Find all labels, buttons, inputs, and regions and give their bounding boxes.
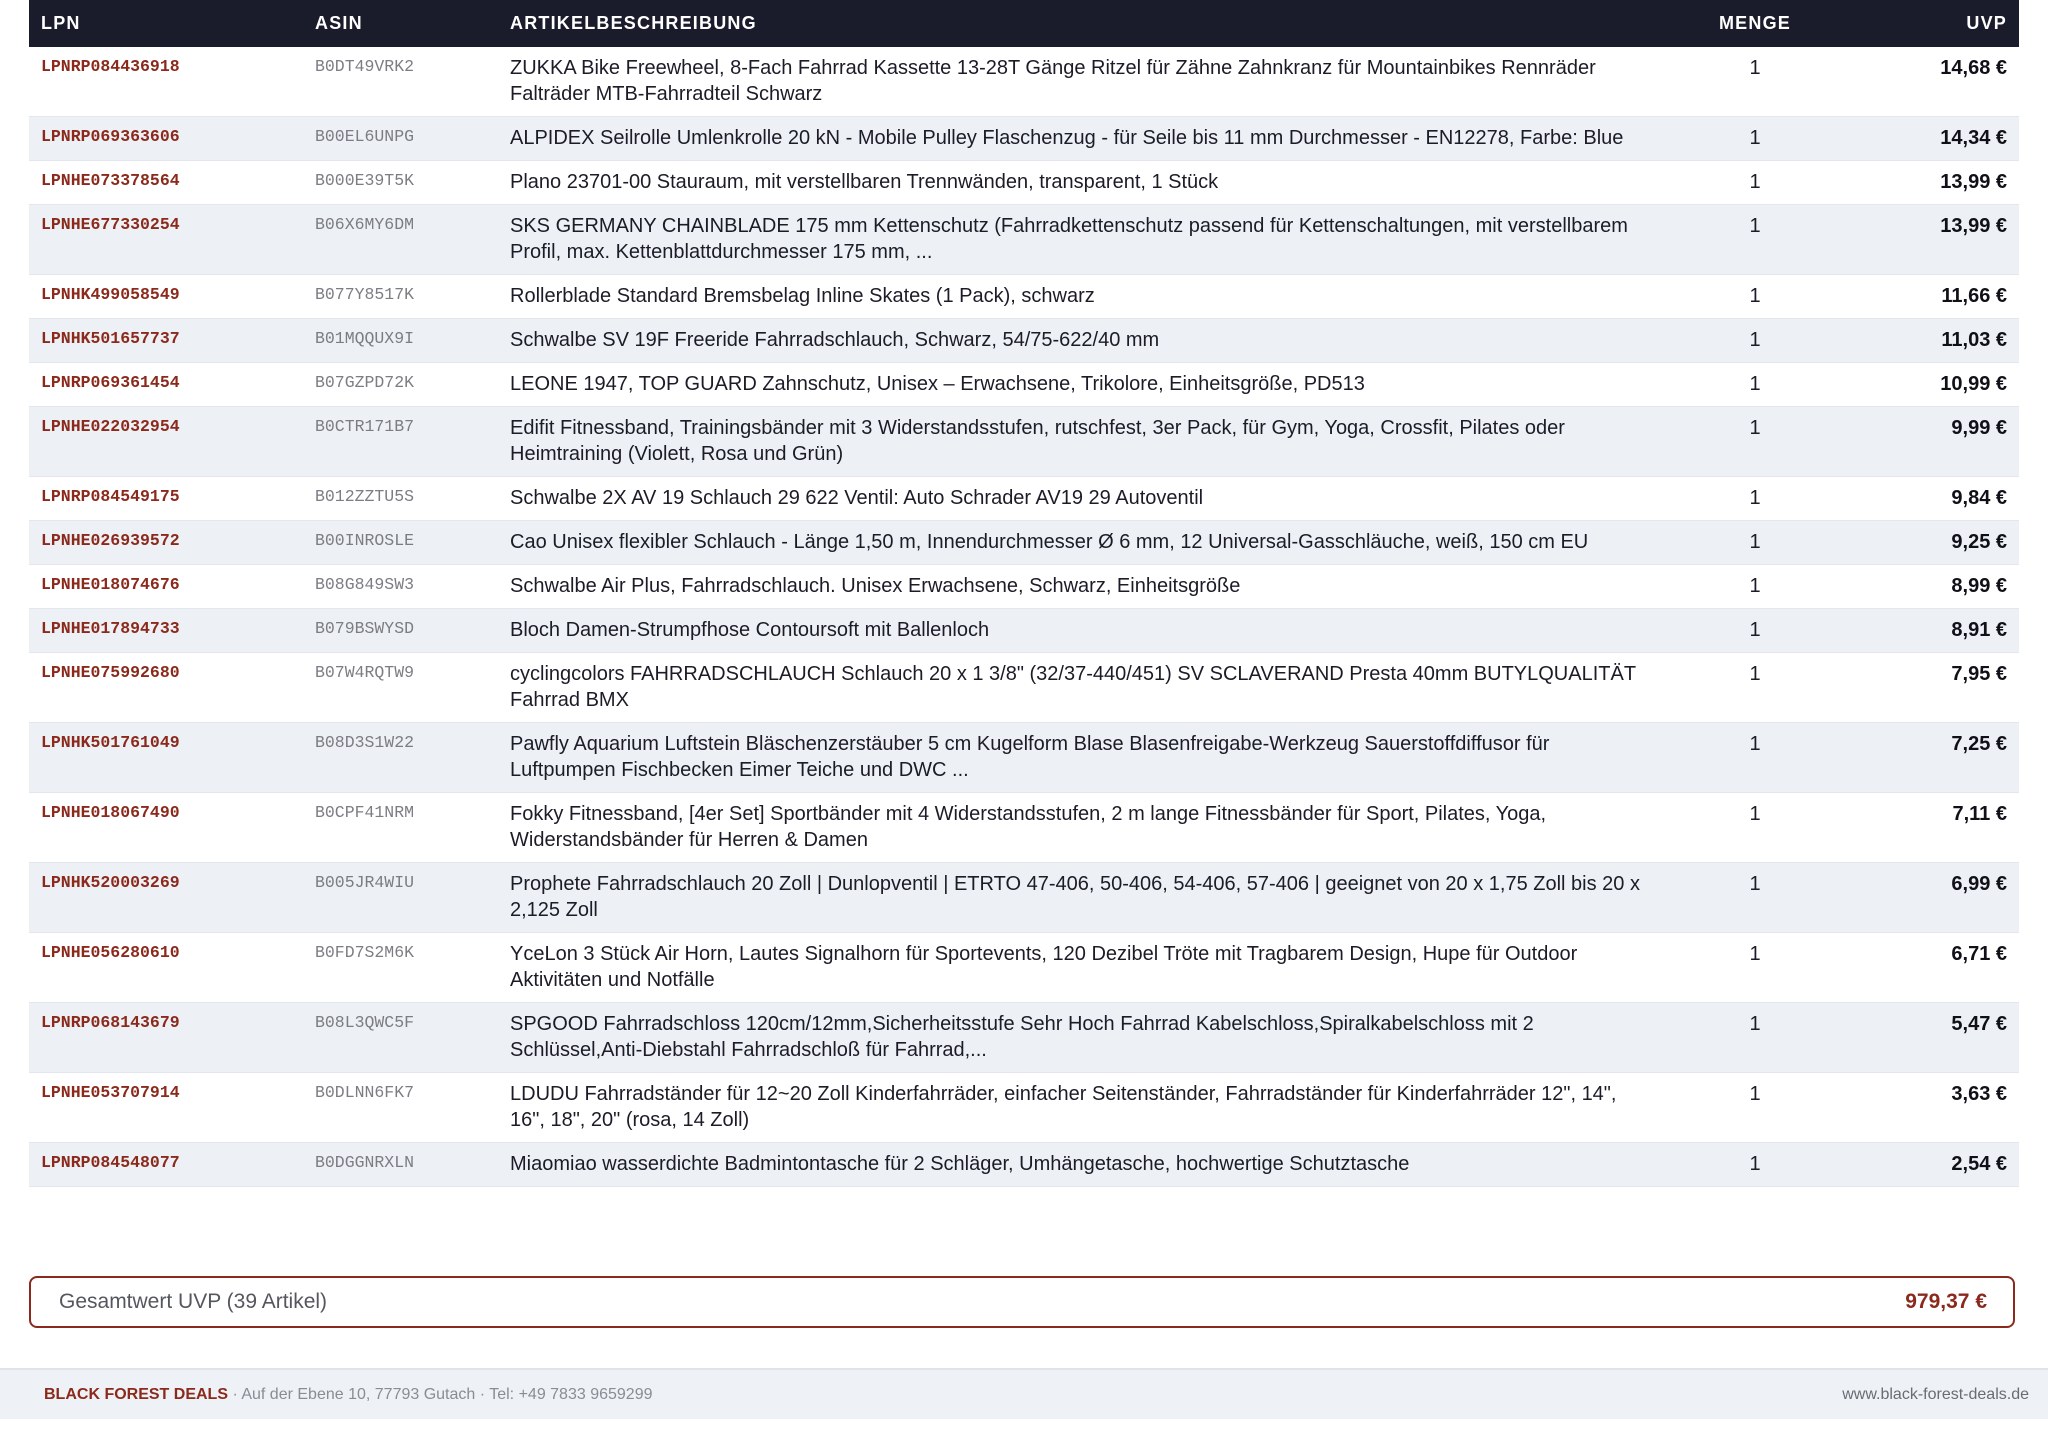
asin-cell: B08G849SW3 (315, 575, 415, 594)
lpn-cell: LPNHE017894733 (41, 619, 180, 638)
quantity-cell: 1 (1749, 57, 1761, 79)
price-cell: 7,11 € (1952, 803, 2007, 825)
lpn-cell: LPNHE022032954 (41, 417, 180, 436)
lpn-cell: LPNHE073378564 (41, 171, 180, 190)
quantity-cell: 1 (1749, 619, 1761, 641)
description-cell: Rollerblade Standard Bremsbelag Inline Skates (1 Pack), schwarz (510, 285, 1095, 307)
description-cell: Bloch Damen-Strumpfhose Contoursoft mit Ballenloch (510, 619, 990, 641)
table-row (29, 117, 2019, 161)
asin-cell: B077Y8517K (315, 285, 415, 304)
price-cell: 13,99 € (1940, 171, 2007, 193)
article-table (29, 0, 2019, 1187)
quantity-cell: 1 (1749, 285, 1761, 307)
price-cell: 7,25 € (1951, 733, 2007, 755)
asin-cell: B00INROSLE (315, 531, 415, 550)
quantity-cell: 1 (1749, 417, 1761, 439)
description-cell: SKS GERMANY CHAINBLADE 175 mm Kettenschutz (Fahrradkettenschutz passend für Kettenschaltungen, mit verstellbarem Profil, max. Kettenblattdurchmesser 175 mm, ... (510, 215, 1628, 263)
asin-cell: B08L3QWC5F (315, 1013, 415, 1032)
asin-cell: B01MQQUX9I (315, 329, 415, 348)
quantity-cell: 1 (1749, 1153, 1761, 1175)
table-header-row (29, 0, 2019, 47)
lpn-cell: LPNHE677330254 (41, 215, 180, 234)
price-cell: 11,03 € (1941, 329, 2007, 351)
page-footer (0, 1368, 2048, 1419)
lpn-cell: LPNRP084436918 (41, 57, 180, 76)
footer-company-name: BLACK FOREST DEALS (44, 1385, 228, 1403)
lpn-cell: LPNHE075992680 (41, 663, 180, 682)
description-cell: Prophete Fahrradschlauch 20 Zoll | Dunlopventil | ETRTO 47-406, 50-406, 54-406, 57-406 | geeignet von 20 x 1,75 Zoll bis 20 x 2,125 Zoll (510, 873, 1640, 921)
asin-cell: B08D3S1W22 (315, 733, 415, 752)
asin-cell: B07GZPD72K (315, 373, 415, 392)
quantity-cell: 1 (1749, 487, 1761, 509)
asin-cell: B000E39T5K (315, 171, 415, 190)
description-cell: Pawfly Aquarium Luftstein Bläschenzerstäuber 5 cm Kugelform Blase Blasenfreigabe-Werkzeug Sauerstoffdiffusor für Luftpumpen Fischbecken Eimer Teiche und DWC ... (510, 733, 1550, 781)
quantity-cell: 1 (1749, 1083, 1761, 1105)
quantity-cell: 1 (1749, 663, 1761, 685)
price-cell: 9,84 € (1951, 487, 2007, 509)
quantity-cell: 1 (1749, 171, 1761, 193)
table-row (29, 161, 2019, 205)
asin-cell: B0FD7S2M6K (315, 943, 415, 962)
asin-cell: B0DLNN6FK7 (315, 1083, 415, 1102)
price-cell: 8,91 € (1951, 619, 2007, 641)
asin-cell: B012ZZTU5S (315, 487, 415, 506)
description-cell: cyclingcolors FAHRRADSCHLAUCH Schlauch 20 x 1 3/8" (32/37-440/451) SV SCLAVERAND Presta 40mm BUTYLQUALITÄT Fahrrad BMX (510, 663, 1636, 711)
asin-cell: B0DGGNRXLN (315, 1153, 415, 1172)
asin-cell: B079BSWYSD (315, 619, 415, 638)
lpn-cell: LPNHK499058549 (41, 285, 180, 304)
quantity-cell: 1 (1749, 531, 1761, 553)
description-cell: YceLon 3 Stück Air Horn, Lautes Signalhorn für Sportevents, 120 Dezibel Tröte mit Tragbarem Design, Hupe für Outdoor Aktivitäten und Notfälle (510, 943, 1578, 991)
table-row (29, 407, 2019, 477)
quantity-cell: 1 (1749, 873, 1761, 895)
description-cell: Edifit Fitnessband, Trainingsbänder mit 3 Widerstandsstufen, rutschfest, 3er Pack, für Gym, Yoga, Crossfit, Pilates oder Heimtraining (Violett, Rosa und Grün) (510, 417, 1565, 465)
asin-cell: B005JR4WIU (315, 873, 415, 892)
article-table-container (29, 0, 2019, 1187)
table-row (29, 319, 2019, 363)
lpn-cell: LPNHK501657737 (41, 329, 180, 348)
table-row (29, 363, 2019, 407)
quantity-cell: 1 (1749, 943, 1761, 965)
table-row (29, 933, 2019, 1003)
price-cell: 3,63 € (1951, 1083, 2007, 1105)
lpn-cell: LPNHK501761049 (41, 733, 180, 752)
asin-cell: B07W4RQTW9 (315, 663, 415, 682)
lpn-cell: LPNRP068143679 (41, 1013, 180, 1032)
table-body (29, 47, 2019, 1187)
price-cell: 11,66 € (1941, 285, 2007, 307)
table-row (29, 521, 2019, 565)
lpn-cell: LPNRP084548077 (41, 1153, 180, 1172)
price-cell: 6,71 € (1951, 943, 2007, 965)
total-summary-box (29, 1276, 2015, 1328)
description-cell: LDUDU Fahrradständer für 12~20 Zoll Kinderfahrräder, einfacher Seitenständer, Fahrradständer für Kinderfahrräder 12", 14", 16", 18", 20" (rosa, 14 Zoll) (510, 1083, 1617, 1131)
price-cell: 6,99 € (1951, 873, 2007, 895)
description-cell: Cao Unisex flexibler Schlauch - Länge 1,50 m, Innendurchmesser Ø 6 mm, 12 Universal-Gasschläuche, weiß, 150 cm EU (510, 531, 1589, 553)
table-row (29, 275, 2019, 319)
table-row (29, 863, 2019, 933)
quantity-cell: 1 (1749, 803, 1761, 825)
lpn-cell: LPNHE056280610 (41, 943, 180, 962)
asin-cell: B06X6MY6DM (315, 215, 415, 234)
lpn-cell: LPNHE018074676 (41, 575, 180, 594)
description-cell: ALPIDEX Seilrolle Umlenkrolle 20 kN - Mobile Pulley Flaschenzug - für Seile bis 11 mm Durchmesser - EN12278, Farbe: Blue (510, 127, 1624, 149)
description-cell: ZUKKA Bike Freewheel, 8-Fach Fahrrad Kassette 13-28T Gänge Ritzel für Zähne Zahnkranz für Mountainbikes Rennräder Falträder MTB-Fahrradteil Schwarz (510, 57, 1596, 105)
quantity-cell: 1 (1749, 733, 1761, 755)
quantity-cell: 1 (1749, 329, 1761, 351)
table-row (29, 477, 2019, 521)
price-cell: 9,25 € (1951, 531, 2007, 553)
asin-cell: B00EL6UNPG (315, 127, 415, 146)
description-cell: Schwalbe 2X AV 19 Schlauch 29 622 Ventil: Auto Schrader AV19 29 Autoventil (510, 487, 1204, 509)
description-cell: SPGOOD Fahrradschloss 120cm/12mm,Sicherheitsstufe Sehr Hoch Fahrrad Kabelschloss,Spiralkabelschloss mit 2 Schlüssel,Anti-Diebstahl Fahrradschloß für Fahrrad,... (510, 1013, 1534, 1061)
table-row (29, 565, 2019, 609)
description-cell: LEONE 1947, TOP GUARD Zahnschutz, Unisex – Erwachsene, Trikolore, Einheitsgröße, PD513 (510, 373, 1365, 395)
table-row (29, 609, 2019, 653)
price-cell: 14,68 € (1940, 57, 2007, 79)
footer-address: · Auf der Ebene 10, 77793 Gutach · Tel: +49 7833 9659299 (232, 1385, 653, 1403)
table-row (29, 1003, 2019, 1073)
table-row (29, 205, 2019, 275)
lpn-cell: LPNRP069363606 (41, 127, 180, 146)
footer-website: www.black-forest-deals.de (1842, 1385, 2029, 1403)
price-cell: 10,99 € (1940, 373, 2007, 395)
description-cell: Schwalbe SV 19F Freeride Fahrradschlauch, Schwarz, 54/75-622/40 mm (510, 329, 1160, 351)
column-header-asin: ASIN (315, 13, 363, 33)
table-row (29, 1073, 2019, 1143)
quantity-cell: 1 (1749, 575, 1761, 597)
price-cell: 8,99 € (1951, 575, 2007, 597)
total-value: 979,37 € (1905, 1290, 1987, 1313)
lpn-cell: LPNHK520003269 (41, 873, 180, 892)
quantity-cell: 1 (1749, 215, 1761, 237)
asin-cell: B0DT49VRK2 (315, 57, 415, 76)
table-row (29, 793, 2019, 863)
table-row (29, 723, 2019, 793)
lpn-cell: LPNHE053707914 (41, 1083, 180, 1102)
quantity-cell: 1 (1749, 373, 1761, 395)
price-cell: 13,99 € (1940, 215, 2007, 237)
description-cell: Schwalbe Air Plus, Fahrradschlauch. Unisex Erwachsene, Schwarz, Einheitsgröße (510, 575, 1241, 597)
price-cell: 14,34 € (1940, 127, 2007, 149)
price-cell: 5,47 € (1951, 1013, 2007, 1035)
lpn-cell: LPNHE026939572 (41, 531, 180, 550)
description-cell: Fokky Fitnessband, [4er Set] Sportbänder mit 4 Widerstandsstufen, 2 m lange Fitnessbänder für Sport, Pilates, Yoga, Widerstandsbänder für Herren & Damen (510, 803, 1547, 851)
asin-cell: B0CTR171B7 (315, 417, 415, 436)
column-header-lpn: LPN (41, 13, 81, 33)
column-header-price: UVP (1966, 13, 2007, 33)
column-header-description: ARTIKELBESCHREIBUNG (510, 13, 757, 33)
lpn-cell: LPNRP084549175 (41, 487, 180, 506)
table-row (29, 1143, 2019, 1187)
table-row (29, 47, 2019, 117)
price-cell: 9,99 € (1951, 417, 2007, 439)
column-header-quantity: MENGE (1718, 13, 1791, 33)
quantity-cell: 1 (1749, 127, 1761, 149)
description-cell: Plano 23701-00 Stauraum, mit verstellbaren Trennwänden, transparent, 1 Stück (510, 171, 1219, 193)
lpn-cell: LPNHE018067490 (41, 803, 180, 822)
quantity-cell: 1 (1749, 1013, 1761, 1035)
total-label: Gesamtwert UVP (39 Artikel) (59, 1290, 328, 1313)
price-cell: 2,54 € (1951, 1153, 2007, 1175)
description-cell: Miaomiao wasserdichte Badmintontasche für 2 Schläger, Umhängetasche, hochwertige Schutztasche (510, 1153, 1410, 1175)
lpn-cell: LPNRP069361454 (41, 373, 180, 392)
asin-cell: B0CPF41NRM (315, 803, 415, 822)
price-cell: 7,95 € (1951, 663, 2007, 685)
table-row (29, 653, 2019, 723)
footer-company-info (44, 1386, 652, 1404)
